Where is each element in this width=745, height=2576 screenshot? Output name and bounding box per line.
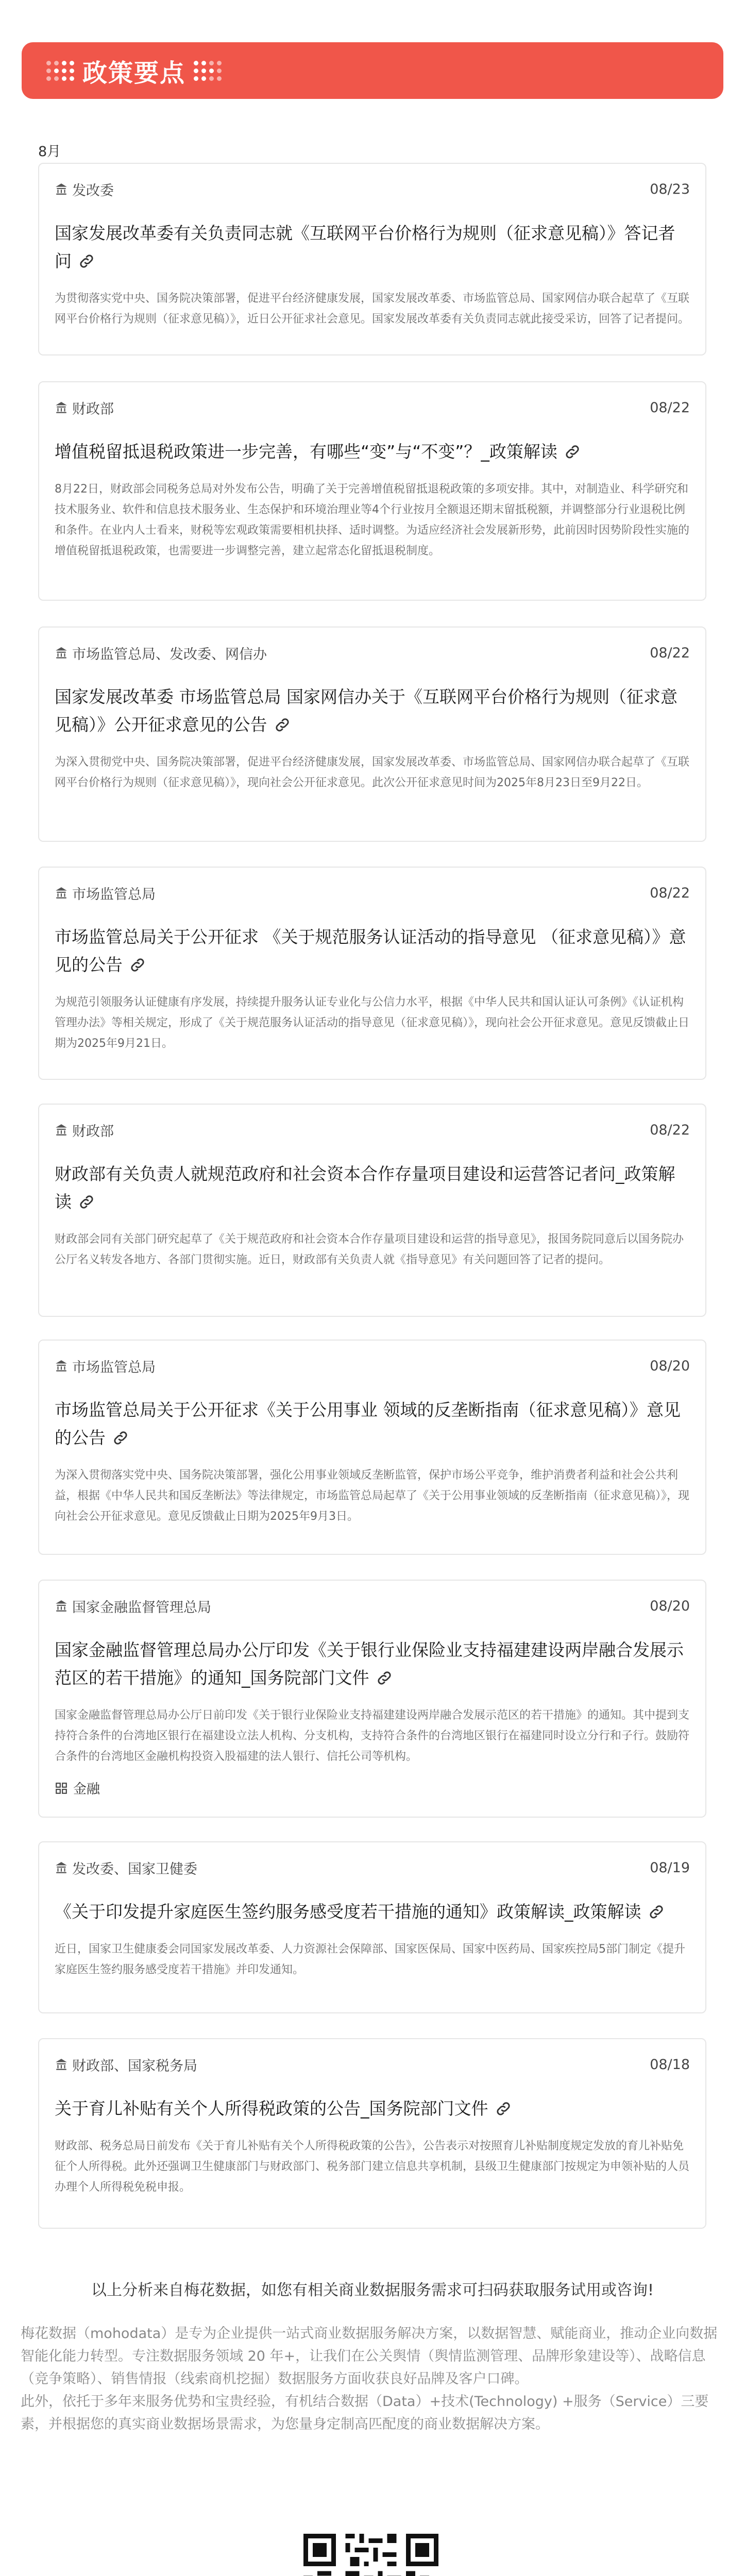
card-dept-label: 国家金融监督管理总局 bbox=[72, 1599, 211, 1616]
card-title-text[interactable]: 关于育儿补贴有关个人所得税政策的公告_国务院部门文件 bbox=[55, 2098, 488, 2119]
card-title[interactable] bbox=[55, 1396, 690, 1452]
card-dept bbox=[55, 643, 267, 663]
link-icon[interactable] bbox=[564, 443, 581, 461]
card-title-text[interactable]: 国家金融监督管理总局办公厅印发《关于银行业保险业支持福建建设两岸融合发展示范区的若干措施》的通知_国务院部门文件 bbox=[55, 1640, 684, 1688]
banner-title: 政策要点 bbox=[82, 58, 186, 88]
card-date: 08/23 bbox=[650, 181, 690, 197]
card-dept bbox=[55, 1596, 211, 1616]
policy-card[interactable] bbox=[38, 626, 706, 842]
card-title-text[interactable]: 财政部有关负责人就规范政府和社会资本合作存量项目建设和运营答记者问_政策解读 bbox=[55, 1164, 675, 1212]
card-title[interactable] bbox=[55, 683, 690, 739]
card-title-text[interactable]: 国家发展改革委 市场监管总局 国家网信办关于《互联网平台价格行为规则（征求意见稿）》公开征求意见的公告 bbox=[55, 687, 678, 735]
card-description: 近日，国家卫生健康委会同国家发展改革委、人力资源社会保障部、国家医保局、国家中医药局、国家疾控局5部门制定《提升家庭医生签约服务感受度若干措施》并印发通知。 bbox=[55, 1943, 686, 1976]
card-dept bbox=[55, 2055, 197, 2075]
link-icon[interactable] bbox=[648, 1903, 665, 1921]
building-icon bbox=[55, 182, 68, 196]
link-icon[interactable] bbox=[112, 1429, 129, 1447]
link-icon[interactable] bbox=[376, 1669, 393, 1687]
building-icon bbox=[55, 401, 68, 414]
card-description: 财政部会同有关部门研究起草了《关于规范政府和社会资本合作存量项目建设和运营的指导意见》，报国务院同意后以国务院办公厅名义转发各地方、各部门贯彻实施。近日，财政部有关负责人就《指导意见》有关问题回答了记者的提问。 bbox=[55, 1233, 684, 1266]
card-title-text[interactable]: 增值税留抵退税政策进一步完善，有哪些“变”与“不变”？_政策解读 bbox=[55, 442, 557, 462]
month-label: 8月 bbox=[38, 144, 61, 160]
card-dept bbox=[55, 398, 114, 418]
card-dept bbox=[55, 883, 156, 903]
card-dept bbox=[55, 1356, 156, 1376]
card-description: 为贯彻落实党中央、国务院决策部署，促进平台经济健康发展，国家发展改革委、市场监管总局、国家网信办联合起草了《互联网平台价格行为规则（征求意见稿）》，近日公开征求社会意见。国家发展改革委有关负责同志就此接受采访，回答了记者提问。 bbox=[55, 292, 690, 326]
card-dept-label: 发改委 bbox=[72, 182, 114, 199]
policy-card[interactable] bbox=[38, 1340, 706, 1555]
building-icon bbox=[55, 1599, 68, 1613]
policy-card[interactable] bbox=[38, 381, 706, 601]
policy-card[interactable] bbox=[38, 1841, 706, 2013]
card-dept-label: 市场监管总局、发改委、网信办 bbox=[72, 646, 267, 663]
policy-card[interactable] bbox=[38, 2038, 706, 2229]
qr-code-icon[interactable] bbox=[303, 2534, 438, 2576]
card-date: 08/20 bbox=[650, 1598, 690, 1614]
card-tag-label[interactable]: 金融 bbox=[73, 1782, 100, 1797]
policy-card[interactable] bbox=[38, 163, 706, 355]
card-title[interactable] bbox=[55, 438, 690, 466]
card-description: 为规范引领服务认证健康有序发展，持续提升服务认证专业化与公信力水平，根据《中华人民共和国认证认可条例》《认证机构管理办法》等相关规定，形成了《关于规范服务认证活动的指导意见（征求意见稿）》，现向社会公开征求意见。意见反馈截止日期为2025年9月21日。 bbox=[55, 996, 690, 1050]
card-title-text[interactable]: 市场监管总局关于公开征求 《关于规范服务认证活动的指导意见 （征求意见稿）》意见的公告 bbox=[55, 927, 686, 975]
card-title-text[interactable]: 《关于印发提升家庭医生签约服务感受度若干措施的通知》政策解读_政策解读 bbox=[55, 1902, 641, 1922]
card-title[interactable] bbox=[55, 2095, 690, 2123]
card-date: 08/22 bbox=[650, 885, 690, 901]
building-icon bbox=[55, 886, 68, 900]
card-date: 08/20 bbox=[650, 1358, 690, 1374]
building-icon bbox=[55, 646, 68, 659]
policy-banner bbox=[22, 42, 723, 99]
card-title[interactable] bbox=[55, 923, 690, 979]
card-date: 08/18 bbox=[650, 2056, 690, 2073]
card-dept bbox=[55, 179, 114, 199]
card-description: 为深入贯彻落实党中央、国务院决策部署，强化公用事业领域反垄断监管，保护市场公平竞争，维护消费者利益和社会公共利益，根据《中华人民共和国反垄断法》等法律规定，市场监管总局起草了《关于公用事业领域的反垄断指南（征求意见稿）》，现向社会公开征求意见。意见反馈截止日期为2025年9月3日。 bbox=[55, 1469, 690, 1523]
card-title[interactable] bbox=[55, 1160, 690, 1216]
card-dept bbox=[55, 1858, 197, 1878]
dots-left-icon bbox=[46, 61, 74, 81]
policy-card[interactable] bbox=[38, 1580, 706, 1818]
footer-intro-more: 此外，依托于多年来服务优势和宝贵经验，有机结合数据（Data）+技术(Technology) +服务（Service）三要素，并根据您的真实商业数据场景需求，为您量身定制高匹配度的商业数据解决方案。 bbox=[21, 2394, 709, 2432]
link-icon[interactable] bbox=[274, 716, 291, 734]
grid-icon bbox=[55, 1782, 68, 1795]
link-icon[interactable] bbox=[129, 956, 146, 974]
dots-right-icon bbox=[194, 61, 222, 81]
card-date: 08/22 bbox=[650, 399, 690, 416]
card-description: 8月22日，财政部会同税务总局对外发布公告，明确了关于完善增值税留抵退税政策的多项安排。其中，对制造业、科学研究和技术服务业、软件和信息技术服务业、生态保护和环境治理业等4个行业按月全额退还期末留抵税额，并调整部分行业退税比例和条件。在业内人士看来，财税等宏观政策需要相机抉择、适时调整。为适应经济社会发展新形势，此前因时因势阶段性实施的增值税留抵退税政策，也需要进一步调整完善，建立起常态化留抵退税制度。 bbox=[55, 483, 690, 557]
building-icon bbox=[55, 2058, 68, 2071]
card-title-text[interactable]: 国家发展改革委有关负责同志就《互联网平台价格行为规则（征求意见稿）》答记者问 bbox=[55, 223, 675, 271]
footer-lead: 以上分析来自梅花数据，如您有相关商业数据服务需求可扫码获取服务试用或咨询! bbox=[91, 2281, 654, 2299]
card-date: 08/22 bbox=[650, 1122, 690, 1138]
card-dept-label: 财政部、国家税务局 bbox=[72, 2058, 197, 2074]
card-description: 财政部、税务总局日前发布《关于育儿补贴有关个人所得税政策的公告》，公告表示对按照育儿补贴制度规定发放的育儿补贴免征个人所得税。此外还强调卫生健康部门与财政部门、税务部门建立信息共享机制，县级卫生健康部门按规定为申领补贴的人员办理个人所得税免税申报。 bbox=[55, 2140, 690, 2194]
card-description: 国家金融监督管理总局办公厅日前印发《关于银行业保险业支持福建建设两岸融合发展示范区的若干措施》的通知。其中提到支持符合条件的台湾地区银行在福建设立法人机构、分支机构，支持符合条件的台湾地区银行在福建同时设立分行和子行。鼓励符合条件的台湾地区金融机构投资入股福建的法人银行、信托公司等机构。 bbox=[55, 1709, 690, 1763]
card-date: 08/22 bbox=[650, 645, 690, 661]
card-dept-label: 财政部 bbox=[72, 401, 114, 417]
building-icon bbox=[55, 1359, 68, 1372]
card-description: 为深入贯彻党中央、国务院决策部署，促进平台经济健康发展，国家发展改革委、市场监管总局、国家网信办联合起草了《互联网平台价格行为规则（征求意见稿）》，现向社会公开征求意见。此次公开征求意见时间为2025年8月23日至9月22日。 bbox=[55, 756, 690, 789]
link-icon[interactable] bbox=[78, 1193, 95, 1211]
link-icon[interactable] bbox=[78, 252, 95, 270]
card-date: 08/19 bbox=[650, 1859, 690, 1876]
policy-card[interactable] bbox=[38, 1104, 706, 1317]
card-dept-label: 市场监管总局 bbox=[72, 886, 156, 903]
card-title-text[interactable]: 市场监管总局关于公开征求《关于公用事业 领域的反垄断指南（征求意见稿）》意见的公告 bbox=[55, 1400, 681, 1448]
card-dept-label: 发改委、国家卫健委 bbox=[72, 1861, 197, 1877]
building-icon bbox=[55, 1861, 68, 1874]
card-title[interactable] bbox=[55, 1636, 690, 1692]
building-icon bbox=[55, 1123, 68, 1137]
card-title[interactable] bbox=[55, 1898, 690, 1926]
card-tag[interactable] bbox=[55, 1778, 690, 1798]
card-dept bbox=[55, 1120, 114, 1140]
link-icon[interactable] bbox=[495, 2100, 512, 2117]
policy-card[interactable] bbox=[38, 867, 706, 1080]
card-title[interactable] bbox=[55, 219, 690, 275]
card-dept-label: 市场监管总局 bbox=[72, 1359, 156, 1376]
footer-intro: 梅花数据（mohodata）是专为企业提供一站式商业数据服务解决方案，以数据智慧、赋能商业，推动企业向数据智能化能力转型。专注数据服务领域 20 年+，让我们在公关舆情（舆情监测管理、品牌形象建设等）、战略信息（竞争策略）、销售情报（线索商机挖掘）数据服务方面收获良好品牌及客户口碑。 bbox=[21, 2326, 718, 2387]
card-dept-label: 财政部 bbox=[72, 1123, 114, 1140]
